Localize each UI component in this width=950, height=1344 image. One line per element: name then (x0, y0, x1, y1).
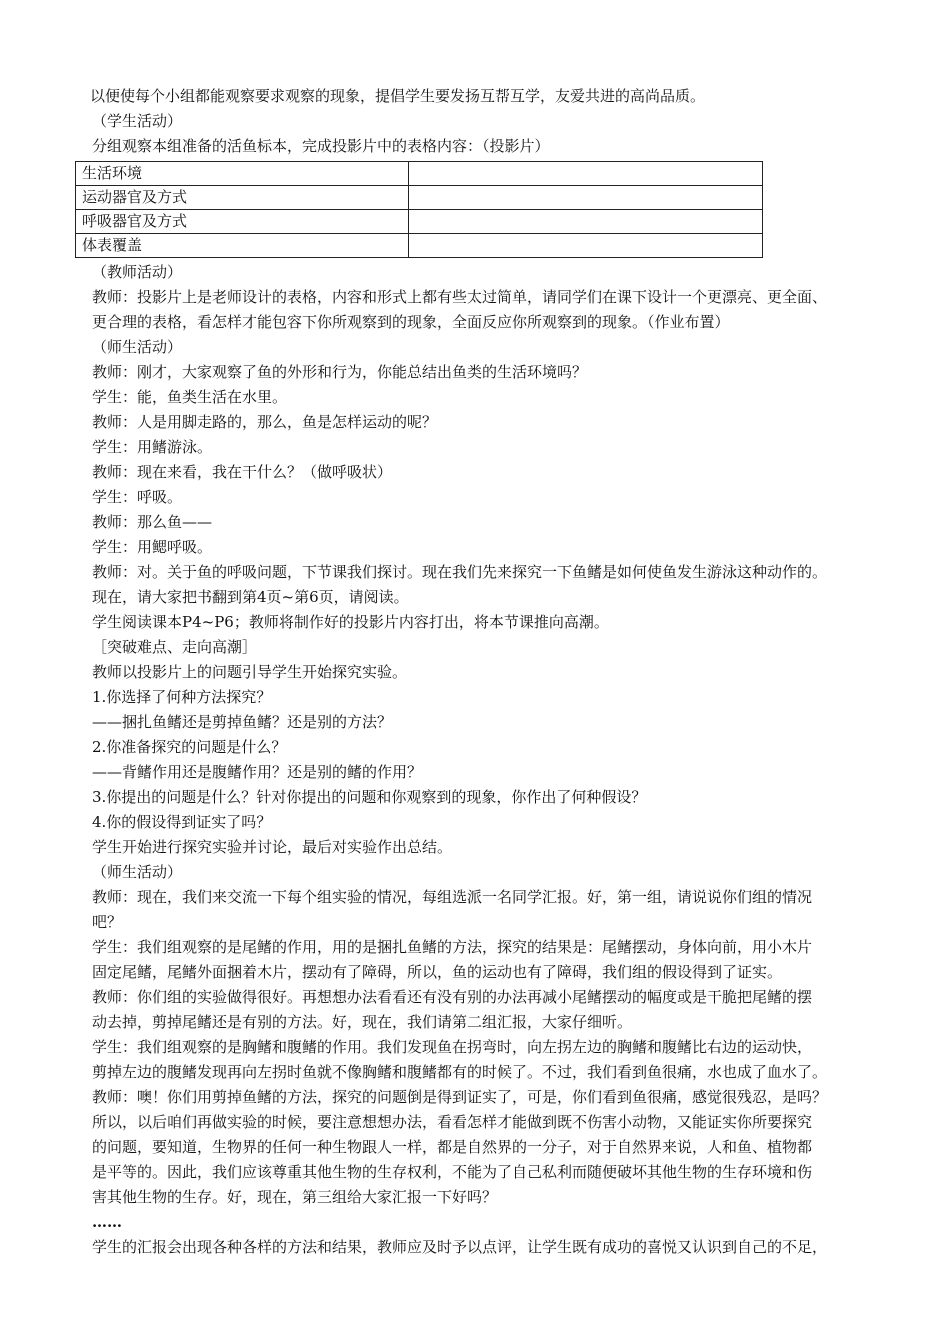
ellipsis: …… (92, 1213, 122, 1231)
dialogue-line: 教师：你们组的实验做得很好。再想想办法看看还有没有别的办法再减小尾鳍摆动的幅度或是干脆把尾鳍的摆 (92, 988, 813, 1006)
table-cell-label: 运动器官及方式 (76, 186, 409, 210)
table-cell-empty (409, 210, 763, 234)
dialogue-line: 害其他生物的生存。好，现在，第三组给大家汇报一下好吗？ (92, 1188, 498, 1206)
section-label: （学生活动） (92, 112, 183, 130)
section-label: （师生活动） (92, 338, 183, 356)
paragraph: 教师：投影片上是老师设计的表格，内容和形式上都有些太过简单，请同学们在课下设计一个更漂亮、更全面、 (92, 288, 828, 306)
dialogue-line: 学生：用鳍游泳。 (92, 438, 213, 456)
table-cell-empty (409, 234, 763, 258)
dialogue-line: 教师：现在，我们来交流一下每个组实验的情况，每组选派一名同学汇报。好，第一组，请说说你们组的情况 (92, 888, 813, 906)
section-label: （师生活动） (92, 863, 183, 881)
table-cell-empty (409, 186, 763, 210)
paragraph: 学生开始进行探究实验并讨论，最后对实验作出总结。 (92, 838, 453, 856)
section-label: （教师活动） (92, 263, 183, 281)
paragraph: 以便使每个小组都能观察要求观察的现象，提倡学生要发扬互帮互学，友爱共进的高尚品质。 (90, 87, 706, 105)
question-item: 2.你准备探究的问题是什么？ (92, 738, 287, 756)
paragraph: 教师以投影片上的问题引导学生开始探究实验。 (92, 663, 408, 681)
dialogue-line: 固定尾鳍，尾鳍外面捆着木片，摆动有了障碍，所以，鱼的运动也有了障碍，我们组的假设得到了证实。 (92, 963, 783, 981)
paragraph: 学生阅读课本P4~P6；教师将制作好的投影片内容打出，将本节课推向高潮。 (92, 613, 609, 631)
section-heading: ［突破难点、走向高潮］ (92, 638, 258, 656)
dialogue-line: 学生：我们组观察的是胸鳍和腹鳍的作用。我们发现鱼在拐弯时，向左拐左边的胸鳍和腹鳍比右边的运动快， (92, 1038, 813, 1056)
table-cell-empty (409, 162, 763, 186)
dialogue-line: 学生：用鳃呼吸。 (92, 538, 213, 556)
paragraph: 学生的汇报会出现各种各样的方法和结果，教师应及时予以点评，让学生既有成功的喜悦又认识到自己的不足， (92, 1238, 828, 1256)
question-note: ——背鳍作用还是腹鳍作用？还是别的鳍的作用？ (92, 763, 423, 781)
table-row (76, 210, 763, 234)
dialogue-line: 学生：我们组观察的是尾鳍的作用，用的是捆扎鱼鳍的方法，探究的结果是：尾鳍摆动，身体向前，用小木片 (92, 938, 813, 956)
dialogue-line: 教师：刚才，大家观察了鱼的外形和行为，你能总结出鱼类的生活环境吗？ (92, 363, 588, 381)
table-cell-label: 生活环境 (76, 162, 409, 186)
document-page (82, 84, 922, 1260)
question-item: 3.你提出的问题是什么？针对你提出的问题和你观察到的现象，你作出了何种假设？ (92, 788, 647, 806)
dialogue-line: 所以，以后咱们再做实验的时候，要注意想想办法，看看怎样才能做到既不伤害小动物，又能证实你所要探究 (92, 1113, 813, 1131)
table-row (76, 186, 763, 210)
dialogue-line: 的问题，要知道，生物界的任何一种生物跟人一样，都是自然界的一分子，对于自然界来说，人和鱼、植物都 (92, 1138, 813, 1156)
dialogue-line: 教师：人是用脚走路的，那么，鱼是怎样运动的呢？ (92, 413, 438, 431)
dialogue-line: 学生：呼吸。 (92, 488, 183, 506)
table-cell-label: 体表覆盖 (76, 234, 409, 258)
dialogue-line: 学生：能，鱼类生活在水里。 (92, 388, 288, 406)
dialogue-line: 剪掉左边的腹鳍发现再向左拐时鱼就不像胸鳍和腹鳍都有的时候了。不过，我们看到鱼很痛，水也成了血水了。 (92, 1063, 828, 1081)
dialogue-line: 现在，请大家把书翻到第4页~第6页，请阅读。 (92, 588, 409, 606)
observation-table (75, 161, 763, 258)
paragraph: 更合理的表格，看怎样才能包容下你所观察到的现象，全面反应你所观察到的现象。（作业布置） (92, 313, 730, 331)
table-row (76, 162, 763, 186)
dialogue-line: 吧？ (92, 913, 123, 931)
dialogue-line: 是平等的。因此，我们应该尊重其他生物的生存权利，不能为了自己私利而随便破坏其他生物的生存环境和伤 (92, 1163, 813, 1181)
dialogue-line: 教师：现在来看，我在干什么？（做呼吸状） (92, 463, 393, 481)
table-row (76, 234, 763, 258)
dialogue-line: 动去掉，剪掉尾鳍还是有别的方法。好，现在，我们请第二组汇报，大家仔细听。 (92, 1013, 633, 1031)
dialogue-line: 教师：噢！你们用剪掉鱼鳍的方法，探究的问题倒是得到证实了，可是，你们看到鱼很痛，感觉很残忍，是吗？ (92, 1088, 828, 1106)
paragraph: 分组观察本组准备的活鱼标本，完成投影片中的表格内容：（投影片） (92, 137, 550, 155)
question-item: 1.你选择了何种方法探究？ (92, 688, 272, 706)
question-item: 4.你的假设得到证实了吗？ (92, 813, 272, 831)
dialogue-line: 教师：那么鱼—— (92, 513, 213, 531)
question-note: ——捆扎鱼鳍还是剪掉鱼鳍？还是别的方法？ (92, 713, 393, 731)
dialogue-line: 教师：对。关于鱼的呼吸问题，下节课我们探讨。现在我们先来探究一下鱼鳍是如何使鱼发生游泳这种动作的。 (92, 563, 828, 581)
table-cell-label: 呼吸器官及方式 (76, 210, 409, 234)
